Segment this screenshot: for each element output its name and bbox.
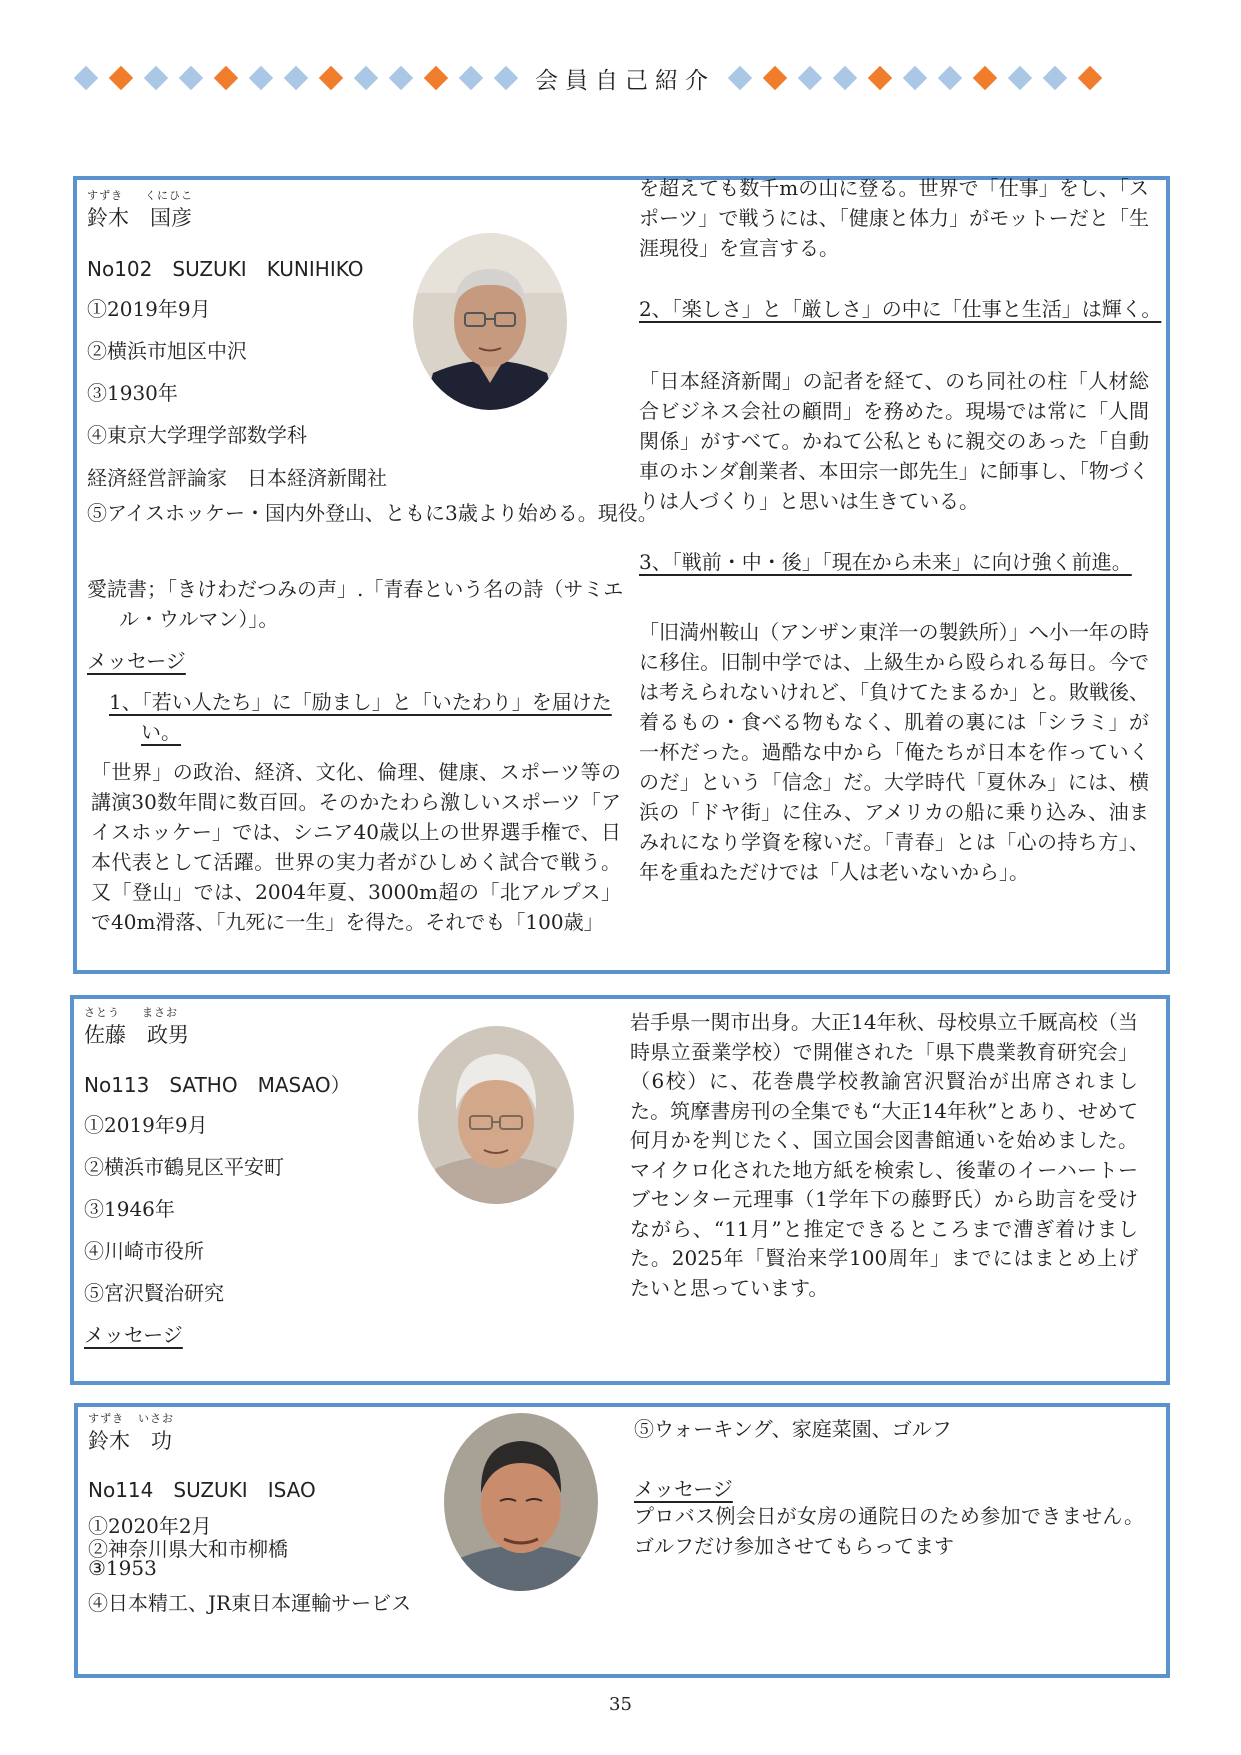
section-3-body: 「旧満州鞍山（アンザン東洋一の製鉄所）」へ小一年の時に移住。旧制中学では、上級生から殴られる毎日。今では考えられないけれど、「負けてたまるか」と。敗戦後、着るもの・食べる物もなく、肌着の裏には「シラミ」が一杯だった。過酷な中から「俺たちが日本を作っていくのだ」という「信念」だ。大学時代「夏休み」には、横浜の「ドヤ街」に住み、アメリカの船に乗り込み、油まみれになり学資を稼いだ。「青春」とは「心の持ち方」、年を重ねただけでは「人は老いないから」。 (639, 620, 1149, 884)
hobby: ⑤宮沢賢治研究 (84, 1281, 224, 1305)
member-id: No113 SATHO MASAO） (84, 1073, 351, 1097)
message-body: 岩手県一関市出身。大正14年秋、母校県立千厩高校（当時県立蚕業学校）で開催された「県下農業教育研究会」（6校）に、花巻農学校教諭宮沢賢治が出席されました。筑摩書房刊の全集でも“大正14年秋”とあり、せめて何月かを判じたく、国立国会図書館通いを始めました。マイクロ化された地方紙を検索し、後輩のイーハートーブセンター元理事（1学年下の藤野氏）から助言を受けながら、“11月”と推定できるところまで漕ぎ着けました。2025年「賢治来学100周年」までにはまとめ上げたいと思っています。 (630, 1010, 1138, 1300)
hobby: ⑤ウォーキング、家庭菜園、ゴルフ (634, 1417, 952, 1441)
name-ruby-given: いさお (138, 1412, 174, 1425)
name-ruby-given: まさお (142, 1006, 178, 1019)
hobby: ⑤アイスホッケー・国内外登山、ともに3歳より始める。現役。 (87, 501, 658, 525)
message-body: プロバス例会日が女房の通院日のため参加できません。ゴルフだけ参加させてもらってます (634, 1504, 1144, 1558)
address: ②横浜市鶴見区平安町 (84, 1155, 284, 1179)
member-name: 鈴木 功 (88, 1429, 172, 1453)
birth-year: ③1946年 (84, 1197, 175, 1221)
member-name: 佐藤 政男 (84, 1023, 189, 1047)
occupation: 経済経営評論家 日本経済新聞社 (87, 466, 387, 490)
name-ruby-surname: すずき (88, 1412, 125, 1425)
member-card-suzuki-isao (74, 1403, 1170, 1678)
page-title: 会員自己紹介 (535, 68, 715, 94)
member-id: No114 SUZUKI ISAO (88, 1478, 316, 1502)
name-ruby-given: くにひこ (145, 189, 193, 202)
portrait-image (444, 1413, 598, 1591)
joined-date: ①2020年2月 (88, 1514, 212, 1538)
birth-year: ③1953 (88, 1556, 157, 1580)
member-id: No102 SUZUKI KUNIHIKO (87, 257, 364, 281)
member-photo (418, 1026, 574, 1204)
section-3-heading: 3、「戦前・中・後」「現在から未来」に向け強く前進。 (639, 550, 1132, 574)
workplace: ④川崎市役所 (84, 1239, 204, 1263)
joined-date: ①2019年9月 (84, 1113, 208, 1137)
school: ④東京大学理学部数学科 (87, 423, 307, 447)
message-label: メッセージ (87, 649, 186, 673)
address: ②神奈川県大和市柳橋 (88, 1537, 288, 1561)
member-card-suzuki-kunihiko (73, 176, 1170, 974)
workplace: ④日本精工、JR東日本運輸サービス (88, 1591, 412, 1615)
decorative-diamonds-left (74, 66, 529, 90)
section-2-body: 「日本経済新聞」の記者を経て、のち同社の柱「人材総合ビジネス会社の顧問」を務めた。現場では常に「人間関係」がすべて。かねて公私ともに親交のあった「自動車のホンダ創業者、本田宗一郎先生」に師事し、「物づくりは人づくり」と思いは生きている。 (639, 369, 1149, 513)
member-name: 鈴木 国彦 (87, 206, 192, 230)
decorative-diamonds-right (728, 66, 1113, 90)
section-2-heading: 2、「楽しさ」と「厳しさ」の中に「仕事と生活」は輝く。 (639, 297, 1162, 321)
joined-date: ①2019年9月 (87, 297, 211, 321)
page-number: 35 (609, 1694, 632, 1715)
member-photo (444, 1413, 598, 1591)
birth-year: ③1930年 (87, 381, 178, 405)
message-label: メッセージ (84, 1323, 183, 1347)
portrait-image (413, 233, 567, 410)
section-1-body-continued: を超えても数千mの山に登る。世界で「仕事」をし、「スポーツ」で戦うには、「健康と体力」がモットーだと「生涯現役」を宣言する。 (639, 176, 1149, 260)
section-1-heading: 1、「若い人たち」に「励まし」と「いたわり」を届けたい。 (109, 690, 612, 744)
message-label: メッセージ (634, 1477, 733, 1501)
portrait-image (418, 1026, 574, 1204)
favorite-books: 愛読書；「きけわだつみの声」.「青春という名の詩（サミエル・ウルマン）」。 (87, 577, 624, 631)
member-photo (413, 233, 567, 410)
section-1-body: 「世界」の政治、経済、文化、倫理、健康、スポーツ等の講演30数年間に数百回。そのかたわら激しいスポーツ「アイスホッケー」では、シニア40歳以上の世界選手権で、日本代表として活躍。世界の実力者がひしめく試合で戦う。又「登山」では、2004年夏、3000m超の「北アルプス」で40m滑落、「九死に一生」を得た。それでも「100歳」 (91, 760, 621, 934)
page-header (0, 60, 1241, 96)
address: ②横浜市旭区中沢 (87, 339, 247, 363)
name-ruby-surname: さとう (84, 1006, 120, 1019)
name-ruby-surname: すずき (87, 189, 124, 202)
member-card-sato-masao (70, 995, 1170, 1385)
